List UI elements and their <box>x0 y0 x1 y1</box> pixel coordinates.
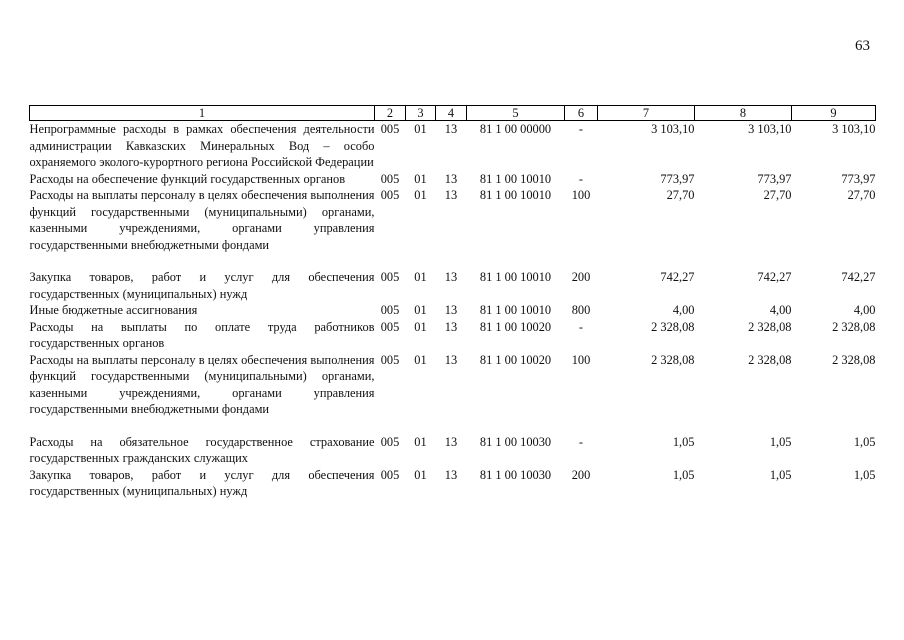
row-code-expense-type: 200 <box>571 270 591 284</box>
row-name: Расходы на выплаты персоналу в целях обеспечения выполнения функций государственными (муниципальными) органами, казенными учреждениями, органами управления государственными внебюджетными фондами <box>29 352 375 416</box>
row-name: Расходы на обеспечение функций государственных органов <box>29 171 346 186</box>
row-code-ministry: 005 <box>380 319 400 334</box>
table-row <box>30 302 876 319</box>
table-row <box>30 269 876 302</box>
row-code-expense-type: - <box>578 319 584 334</box>
row-name: Расходы на обязательное государственное страхование государственных гражданских служащих <box>29 434 375 465</box>
row-code-target: 81 1 00 10020 <box>479 319 552 334</box>
row-code-section: 01 <box>414 303 427 317</box>
row-code-section: 01 <box>414 171 427 186</box>
header-cell: 3 <box>406 106 436 121</box>
row-code-ministry: 005 <box>380 467 400 482</box>
row-code-section: 01 <box>414 122 427 136</box>
row-value-8: 773,97 <box>757 171 792 186</box>
header-cell: 9 <box>792 106 876 121</box>
row-code-subsection: 13 <box>444 467 458 482</box>
row-value-8: 3 103,10 <box>748 122 792 136</box>
row-value-7: 773,97 <box>660 171 695 186</box>
row-code-target: 81 1 00 10010 <box>479 188 552 202</box>
row-code-subsection: 13 <box>444 319 458 334</box>
row-code-ministry: 005 <box>380 171 400 186</box>
row-value-9: 2 328,08 <box>832 352 876 367</box>
row-value-9: 3 103,10 <box>832 122 876 136</box>
row-value-8: 27,70 <box>763 188 792 202</box>
row-value-7: 2 328,08 <box>651 319 695 334</box>
row-code-target: 81 1 00 10030 <box>479 467 552 482</box>
row-code-ministry: 005 <box>380 303 400 317</box>
row-value-9: 2 328,08 <box>832 319 876 334</box>
row-code-subsection: 13 <box>444 270 458 284</box>
row-code-expense-type: 200 <box>571 467 591 482</box>
row-code-subsection: 13 <box>444 171 458 186</box>
row-code-section: 01 <box>414 434 427 449</box>
row-code-target: 81 1 00 10020 <box>479 352 552 367</box>
row-code-expense-type: 100 <box>571 352 591 367</box>
row-code-target: 81 1 00 10010 <box>479 171 552 186</box>
row-value-8: 4,00 <box>769 303 792 317</box>
row-code-subsection: 13 <box>444 352 458 367</box>
row-code-section: 01 <box>414 319 427 334</box>
row-value-7: 742,27 <box>660 270 695 284</box>
row-code-subsection: 13 <box>444 434 458 449</box>
row-value-8: 1,05 <box>769 467 792 482</box>
row-value-9: 1,05 <box>853 467 876 482</box>
row-code-target: 81 1 00 10010 <box>479 303 552 317</box>
table-row <box>30 467 876 500</box>
row-code-expense-type: 100 <box>571 188 591 202</box>
header-cell: 6 <box>565 106 598 121</box>
row-code-expense-type: - <box>578 171 584 186</box>
row-value-9: 773,97 <box>841 171 876 186</box>
row-value-9: 1,05 <box>853 434 876 449</box>
header-cell: 7 <box>598 106 695 121</box>
row-code-subsection: 13 <box>444 188 458 202</box>
row-code-subsection: 13 <box>444 303 458 317</box>
row-code-ministry: 005 <box>380 188 400 202</box>
row-name: Расходы на выплаты по оплате труда работников государственных органов <box>29 319 375 350</box>
row-code-section: 01 <box>414 352 427 367</box>
row-name: Расходы на выплаты персоналу в целях обеспечения выполнения функций государственными (муниципальными) органами, казенными учреждениями, органами управления государственными внебюджетными фондами <box>29 188 375 252</box>
header-cell: 4 <box>436 106 467 121</box>
row-code-expense-type: - <box>578 434 584 449</box>
row-value-7: 27,70 <box>666 188 695 202</box>
table-row <box>30 352 876 434</box>
row-name: Иные бюджетные ассигнования <box>29 303 198 317</box>
row-code-expense-type: 800 <box>571 303 591 317</box>
row-name: Закупка товаров, работ и услуг для обеспечения государственных (муниципальных) нужд <box>29 467 375 498</box>
row-code-expense-type: - <box>578 122 584 136</box>
row-code-ministry: 005 <box>380 270 400 284</box>
row-code-ministry: 005 <box>380 122 400 136</box>
budget-table <box>29 105 876 500</box>
row-code-target: 81 1 00 10030 <box>479 434 552 449</box>
page-number: 63 <box>855 38 870 54</box>
table-header-row <box>30 106 876 121</box>
row-name: Закупка товаров, работ и услуг для обеспечения государственных (муниципальных) нужд <box>29 270 375 301</box>
header-cell: 1 <box>30 106 375 121</box>
row-value-7: 2 328,08 <box>651 352 695 367</box>
table-row <box>30 434 876 467</box>
row-value-8: 2 328,08 <box>748 319 792 334</box>
table-row <box>30 319 876 352</box>
row-code-target: 81 1 00 00000 <box>479 122 552 136</box>
row-code-ministry: 005 <box>380 352 400 367</box>
row-value-8: 2 328,08 <box>748 352 792 367</box>
header-cell: 5 <box>467 106 565 121</box>
row-code-target: 81 1 00 10010 <box>479 270 552 284</box>
row-value-8: 742,27 <box>757 270 792 284</box>
header-cell: 8 <box>695 106 792 121</box>
row-value-9: 742,27 <box>841 270 876 284</box>
table-row <box>30 121 876 171</box>
row-value-7: 3 103,10 <box>651 122 695 136</box>
row-value-9: 27,70 <box>847 188 876 202</box>
row-value-7: 4,00 <box>672 303 695 317</box>
table-row <box>30 187 876 269</box>
row-code-section: 01 <box>414 467 427 482</box>
table-row <box>30 171 876 188</box>
header-cell: 2 <box>375 106 406 121</box>
row-code-ministry: 005 <box>380 434 400 449</box>
row-value-9: 4,00 <box>853 303 876 317</box>
row-value-7: 1,05 <box>672 434 695 449</box>
row-code-subsection: 13 <box>444 122 458 136</box>
row-code-section: 01 <box>414 270 427 284</box>
row-name: Непрограммные расходы в рамках обеспечения деятельности администрации Кавказских Минеральных Вод – особо охраняемого эколого-курортного региона Российской Федерации <box>29 122 375 169</box>
row-value-8: 1,05 <box>769 434 792 449</box>
row-code-section: 01 <box>414 188 427 202</box>
row-value-7: 1,05 <box>672 467 695 482</box>
